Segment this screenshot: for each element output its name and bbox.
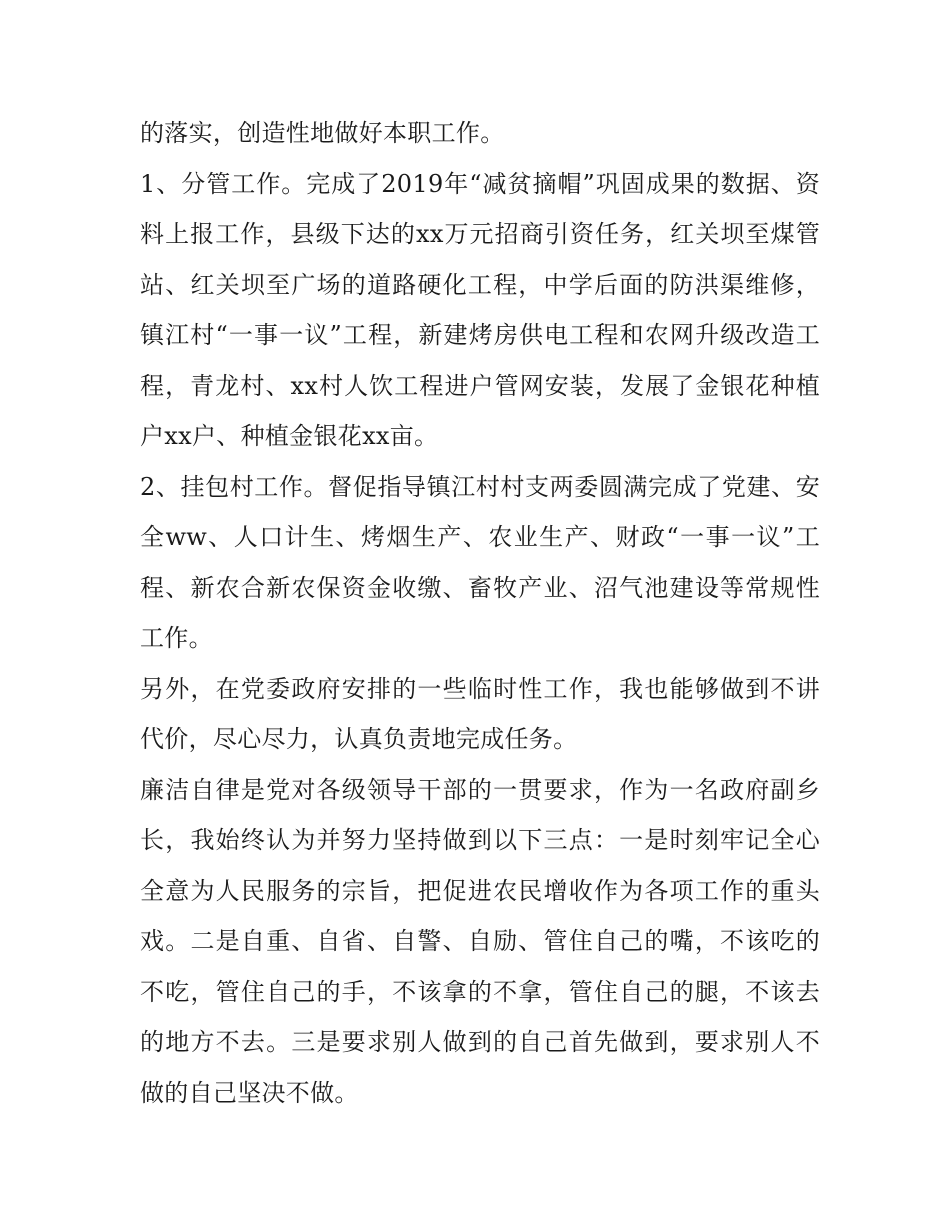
paragraph-integrity: 廉洁自律是党对各级领导干部的一贯要求，作为一名政府副乡长，我始终认为并努力坚持做到以下三点：一是时刻牢记全心全意为人民服务的宗旨，把促进农民增收作为各项工作的重头戏。二是自重、自省、自警、自励、管住自己的嘴，不该吃的不吃，管住自己的手，不该拿的不拿，管住自己的腿，不该去的地方不去。三是要求别人做到的自己首先做到，要求别人不做的自己坚决不做。 bbox=[140, 775, 820, 1107]
paragraph-item-1-supervised-work: 1、分管工作。完成了2019年“减贫摘帽”巩固成果的数据、资料上报工作，县级下达的xx万元招商引资任务，红关坝至煤管站、红关坝至广场的道路硬化工程，中学后面的防洪渠维修，镇江村“一事一议”工程，新建烤房供电工程和农网升级改造工程，青龙村、xx村人饮工程进户管网安装，发展了金银花种植户xx户、种植金银花xx亩。 bbox=[140, 169, 820, 450]
paragraph-temporary-work: 另外，在党委政府安排的一些临时性工作，我也能够做到不讲代价，尽心尽力，认真负责地完成任务。 bbox=[140, 674, 820, 753]
paragraph-item-2-village-work: 2、挂包村工作。督促指导镇江村村支两委圆满完成了党建、安全ww、人口计生、烤烟生产、农业生产、财政“一事一议”工程、新农合新农保资金收缴、畜牧产业、沼气池建设等常规性工作。 bbox=[140, 472, 820, 652]
paragraph-continuation: 的落实，创造性地做好本职工作。 bbox=[140, 119, 505, 147]
document-body bbox=[140, 108, 820, 1118]
